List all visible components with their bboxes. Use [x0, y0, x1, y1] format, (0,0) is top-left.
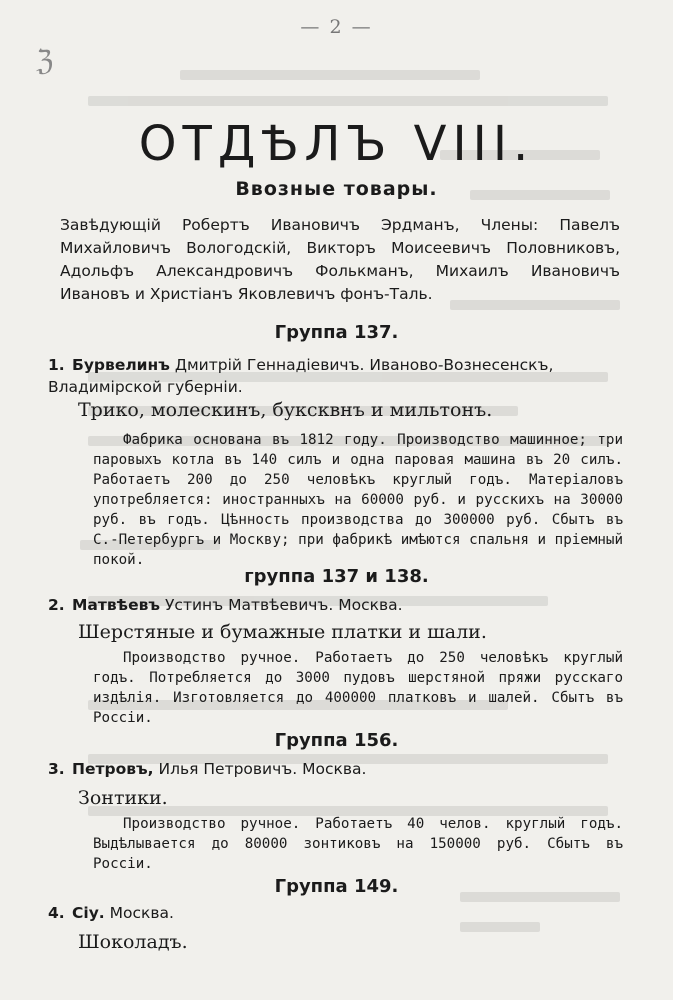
exhibitor-name: Сіу. [72, 904, 105, 922]
exhibitor-entry [48, 594, 633, 616]
exhibitor-entry [48, 902, 633, 924]
exhibitor-name: Бурвелинъ [72, 356, 170, 374]
exhibitor-name: Матвѣевъ [72, 596, 161, 614]
entry-description [93, 648, 623, 728]
entry-number: 3. [48, 760, 65, 778]
entry-description [93, 430, 623, 570]
exhibitor-details: Илья Петровичъ. Москва. [153, 760, 367, 778]
committee-paragraph: Завѣдующій Робертъ Ивановичъ Эрдманъ, Члены: Павелъ Михайловичъ Вологодскій, Викторъ Моисеевичъ Половниковъ, Адольфъ Александровичъ Фолькманъ, Михаилъ Ивановичъ Ивановъ и Христіанъ Яковлевичъ фонъ-Таль. [60, 216, 620, 303]
handwritten-mark: ℨ [36, 44, 54, 77]
group-heading: Группа 137. [274, 322, 399, 343]
exhibitor-details: Москва. [104, 904, 174, 922]
entry-number: 2. [48, 596, 65, 614]
section-subtitle: Ввозные товары. [235, 178, 438, 200]
description-text: Производство ручное. Работаетъ 40 челов. круглый годъ. Выдѣлывается до 80000 зонтиковъ на 150000 руб. Сбытъ въ Россіи. [93, 816, 623, 872]
product-name: Шерстяные и бумажные платки и шали. [78, 621, 487, 643]
group-heading: группа 137 и 138. [244, 566, 429, 587]
product-name: Шоколадъ. [78, 931, 188, 953]
description-text: Фабрика основана въ 1812 году. Производство машинное; три паровыхъ котла въ 140 силъ и одна паровая машина въ 20 силъ. Работаетъ 200 до 250 человѣкъ круглый годъ. Матеріаловъ употребляется: иностранныхъ на 60000 руб. и русскихъ на 30000 руб. въ годъ. Цѣнность производства до 300000 руб. Сбытъ въ С.-Петербургъ и Москву; при фабрикѣ имѣются спальня и пріемный покой. [93, 432, 623, 568]
product-name: Зонтики. [78, 787, 168, 809]
page-number: — 2 — [300, 16, 373, 38]
group-heading: Группа 156. [274, 730, 399, 751]
group-heading: Группа 149. [274, 876, 399, 897]
section-title: ОТДѢЛЪ VIII. [138, 116, 535, 172]
description-text: Производство ручное. Работаетъ до 250 человѣкъ круглый годъ. Потребляется до 3000 пудовъ шерстяной пряжи русскаго издѣлія. Изготовляется до 400000 платковъ и шалей. Сбытъ въ Россіи. [93, 650, 623, 726]
entry-number: 1. [48, 356, 65, 374]
exhibitor-details: Устинъ Матвѣевичъ. Москва. [160, 596, 403, 614]
exhibitor-details: Дмитрій Геннадіевичъ. Иваново-Вознесенскъ, Владимірской губерніи. [48, 356, 554, 396]
exhibitor-entry [48, 354, 633, 398]
exhibitor-name: Петровъ, [72, 760, 154, 778]
product-name: Трико, молескинъ, буксквнъ и мильтонъ. [78, 399, 493, 421]
entry-number: 4. [48, 904, 65, 922]
entry-description [93, 814, 623, 874]
exhibitor-entry [48, 758, 633, 780]
